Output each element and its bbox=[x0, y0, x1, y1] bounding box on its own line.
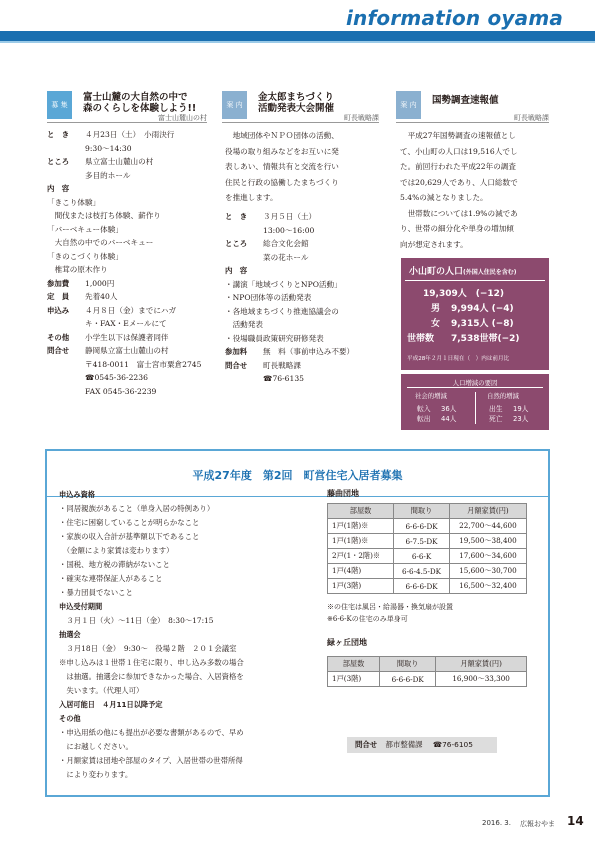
social-out: 44人 bbox=[441, 415, 457, 423]
info-row-key: と き bbox=[47, 130, 70, 139]
info-row-key: 問合せ bbox=[225, 360, 248, 370]
info-row bbox=[47, 196, 212, 210]
table-cell: 1戸(3階) bbox=[328, 579, 394, 594]
info-row-value: 間伐または枝打ち体験、薪作り bbox=[47, 211, 161, 220]
causes-title: 人口増減の要因 bbox=[452, 379, 498, 387]
text-line: 5.4%の減となりました。 bbox=[400, 193, 488, 202]
table-header-cell: 月額家賃(円) bbox=[436, 657, 527, 672]
text-line: ・住宅に困窮していることが明らかなこと bbox=[59, 518, 200, 527]
info-row-value: ☎76-6135 bbox=[263, 374, 305, 383]
text-line: 地域団体やＮＰＯ団体の活動、 bbox=[225, 131, 339, 140]
table-cell: 6-6-6-DK bbox=[394, 519, 450, 534]
info-row-value: 9:30～14:30 bbox=[85, 143, 132, 153]
population-causes-box bbox=[401, 374, 549, 430]
info-row-key: 内 容 bbox=[225, 266, 248, 275]
text-line: て、小山町の人口は19,516人でし bbox=[400, 146, 518, 156]
contact-dept: 都市整備課 bbox=[385, 740, 423, 749]
contact-tel: ☎76-6105 bbox=[432, 740, 473, 749]
section-heading: その他 bbox=[59, 714, 81, 723]
info-row bbox=[47, 250, 212, 264]
table-header-row bbox=[328, 504, 527, 519]
column-recruit-body bbox=[47, 128, 212, 398]
table-header-cell: 部屋数 bbox=[328, 504, 394, 519]
stats-title-note: (外国人住民を含む) bbox=[463, 269, 517, 276]
info-row bbox=[47, 331, 212, 345]
info-row bbox=[225, 237, 385, 251]
text-line: 表しあい、情報共有と交流を行い bbox=[225, 162, 339, 171]
info-row-value: 活動発表 bbox=[225, 320, 263, 329]
social-in: 36人 bbox=[441, 405, 457, 413]
table-header-cell: 間取り bbox=[380, 657, 436, 672]
table-cell: 1戸(1階)※ bbox=[328, 534, 394, 549]
text-line: 平成27年国勢調査の速報値とし bbox=[400, 131, 516, 140]
text-line: を推進します。 bbox=[225, 193, 278, 202]
info-row-value: 無 料（事前申込み不要） bbox=[263, 347, 355, 356]
column-census-body bbox=[400, 128, 550, 252]
info-row-value: ・講演「地域づくりとNPO活動」 bbox=[225, 279, 342, 289]
info-row-value: 総合文化会館 bbox=[263, 239, 309, 248]
info-row bbox=[47, 142, 212, 156]
text-line: ・家族の収入合計が基準額以下であること bbox=[59, 532, 200, 541]
stats-title: 小山町の人口 bbox=[409, 267, 464, 277]
population-stats-box bbox=[401, 258, 549, 370]
footer-publication: 広報おやま bbox=[520, 820, 555, 828]
info-row bbox=[47, 128, 212, 142]
table-header-cell: 月額家賃(円) bbox=[449, 504, 526, 519]
info-row-key: 申込み bbox=[47, 305, 70, 315]
page-number: 14 bbox=[567, 814, 584, 828]
table-cell: 2戸(1・2階)※ bbox=[328, 549, 394, 564]
divider bbox=[222, 122, 379, 123]
info-row bbox=[225, 345, 385, 359]
info-row-key: その他 bbox=[47, 332, 70, 342]
info-row bbox=[47, 304, 212, 318]
info-row-value: ・NPO団体等の活動発表 bbox=[225, 293, 312, 302]
info-row-value: 1,000円 bbox=[85, 278, 115, 288]
table-header-cell: 間取り bbox=[394, 504, 450, 519]
table-cell: 22,700～44,600 bbox=[449, 519, 526, 534]
table-midorigaoka bbox=[327, 656, 527, 687]
info-row bbox=[47, 209, 212, 223]
info-row-key: 内 容 bbox=[47, 184, 70, 193]
info-row bbox=[47, 155, 212, 169]
info-row-value: 〒418-0011 富士宮市粟倉2745 bbox=[85, 359, 202, 369]
footer-issue: 2016. 3. bbox=[482, 819, 511, 827]
category-tag: 案 内 bbox=[396, 91, 421, 119]
table-cell: 1戸(3階) bbox=[328, 672, 380, 687]
text-line: た。前回行われた平成22年の調査 bbox=[400, 162, 516, 171]
header-bar bbox=[0, 31, 595, 41]
info-row bbox=[225, 305, 385, 319]
divider bbox=[396, 122, 549, 123]
info-row-key: と き bbox=[225, 212, 248, 221]
table-row bbox=[328, 534, 527, 549]
page-header-title: information oyama bbox=[346, 6, 564, 30]
info-row bbox=[225, 372, 385, 386]
table-cell: 19,500～38,400 bbox=[449, 534, 526, 549]
divider bbox=[405, 280, 545, 281]
text-line: 役場の取り組みなどをお互いに発 bbox=[225, 146, 339, 156]
natural-title: 自然的増減 bbox=[487, 392, 519, 400]
table-row bbox=[328, 549, 527, 564]
article-title-line1: 金太郎まちづくり bbox=[258, 92, 334, 103]
table-cell: 6-6-6-DK bbox=[380, 672, 436, 687]
info-row bbox=[47, 358, 212, 372]
info-row-value: ４月23日（土） 小雨決行 bbox=[85, 130, 175, 139]
info-row-value: ・役場職員政策研究研修発表 bbox=[225, 333, 324, 343]
text-line: ・確実な連帯保証人があること bbox=[59, 574, 163, 583]
table1-note: ※6-6-Kの住宅のみ単身可 bbox=[327, 615, 408, 623]
article-source: 町長戦略課 bbox=[514, 114, 549, 122]
article-title-line1: 富士山麓の大自然の中で bbox=[83, 92, 188, 103]
info-row-value: 町長戦略課 bbox=[263, 360, 301, 370]
housing-contact bbox=[347, 737, 497, 753]
table1-note: ※の住宅は風呂・給湯器・換気扇が設置 bbox=[327, 603, 453, 611]
info-row-value: FAX 0545-36-2239 bbox=[85, 386, 157, 396]
info-row-key: 問合せ bbox=[47, 346, 70, 355]
info-row bbox=[225, 291, 385, 305]
info-row bbox=[225, 251, 385, 265]
text-line: では20,629人であり、人口総数で bbox=[400, 177, 518, 187]
info-row-value: 「きのこづくり体験」 bbox=[47, 251, 123, 261]
table-cell: 6-7.5-DK bbox=[394, 534, 450, 549]
social-title: 社会的増減 bbox=[415, 392, 447, 400]
text-line: 住民と行政の協働したまちづくり bbox=[225, 177, 339, 187]
stats-female-label: 女 bbox=[431, 319, 441, 329]
housing-details bbox=[59, 488, 324, 782]
table2-title: 緑ヶ丘団地 bbox=[327, 638, 367, 647]
table-header-cell: 部屋数 bbox=[328, 657, 380, 672]
info-row bbox=[47, 277, 212, 291]
article-title: 国勢調査速報値 bbox=[432, 95, 499, 106]
text-line: により変わります。 bbox=[59, 770, 133, 779]
info-row bbox=[225, 278, 385, 292]
text-line: 世帯数については1.9%の減であ bbox=[400, 208, 518, 218]
table-cell: 6-6-K bbox=[394, 549, 450, 564]
housing-title: 平成27年度 第2回 町営住宅入居者募集 bbox=[192, 469, 403, 482]
info-row-value: 大自然の中でのバーベキュー bbox=[47, 238, 154, 247]
info-row bbox=[225, 224, 385, 238]
divider bbox=[407, 387, 543, 388]
section-heading: 申込み資格 bbox=[59, 490, 95, 499]
table-cell: 6-6-4.5-DK bbox=[394, 564, 450, 579]
social-in-label: 転入 bbox=[417, 405, 431, 413]
info-row bbox=[47, 371, 212, 385]
info-row bbox=[225, 210, 385, 224]
table1-title: 藤曲団地 bbox=[327, 489, 359, 498]
section-heading: 抽選会 bbox=[59, 630, 81, 639]
info-row-key: ところ bbox=[47, 157, 70, 166]
stats-female: 9,315人 (−8) bbox=[451, 319, 514, 329]
info-row bbox=[47, 290, 212, 304]
section-heading: 入居可能日 ４月11日以降予定 bbox=[59, 700, 163, 709]
info-row bbox=[225, 359, 385, 373]
info-row bbox=[47, 385, 212, 399]
info-row-value: 先着40人 bbox=[85, 292, 118, 301]
table-header-row bbox=[328, 657, 527, 672]
text-line: 失います。（代理人可） bbox=[59, 686, 144, 695]
info-row-value: 椎茸の原木作り bbox=[47, 265, 108, 274]
table-cell: 17,600～34,600 bbox=[449, 549, 526, 564]
text-line: ・同居親族があること（単身入居の特例あり） bbox=[59, 504, 215, 513]
stats-total: 19,309人 (−12) bbox=[423, 289, 505, 299]
table-row bbox=[328, 672, 527, 687]
info-row-value: ４月８日（金）までにハガ bbox=[85, 305, 177, 315]
info-row-value: 静岡県立富士山麓山の村 bbox=[85, 346, 169, 355]
text-line: ・暴力団員でないこと bbox=[59, 588, 133, 597]
text-line: 向が想定されます。 bbox=[400, 239, 468, 249]
stats-note: 平成28年２月１日現在（ ）内は前月比 bbox=[407, 356, 510, 362]
table-row bbox=[328, 519, 527, 534]
info-row-value: ・各地域まちづくり推進協議会の bbox=[225, 306, 339, 316]
stats-households-label: 世帯数 bbox=[407, 334, 435, 344]
table-cell: 15,600～30,700 bbox=[449, 564, 526, 579]
social-out-label: 転出 bbox=[417, 415, 431, 423]
stats-male-label: 男 bbox=[431, 304, 441, 314]
text-line: ・申込用紙の他にも提出が必要な書類があるので、早め bbox=[59, 728, 244, 737]
info-row bbox=[47, 223, 212, 237]
column-event-body bbox=[225, 210, 385, 386]
text-line: ３月18日（金） 9:30～ 役場２階 ２０１会議室 bbox=[59, 644, 237, 653]
info-row-value: 多目的ホール bbox=[85, 170, 131, 180]
deaths: 23人 bbox=[513, 415, 529, 423]
info-row-value: 13:00～16:00 bbox=[263, 225, 315, 235]
info-row-value: ３月５日（土） bbox=[263, 212, 317, 221]
text-line: （金額により家賃は変わります） bbox=[59, 546, 174, 555]
text-line: り、世帯の細分化や単身の増加傾 bbox=[400, 224, 514, 233]
table-row bbox=[328, 579, 527, 594]
table-row bbox=[328, 564, 527, 579]
category-tag: 案 内 bbox=[222, 91, 247, 119]
table-fujimagari bbox=[327, 503, 527, 594]
category-tag: 募 集 bbox=[47, 91, 72, 119]
article-source: 富士山麓山の村 bbox=[158, 114, 207, 122]
info-row bbox=[225, 264, 385, 278]
info-row bbox=[47, 182, 212, 196]
article-title-line2: 森のくらしを体験しよう!! bbox=[83, 103, 197, 114]
births-label: 出生 bbox=[489, 405, 503, 413]
info-row-key: ところ bbox=[225, 239, 248, 248]
table-cell: 6-6-6-DK bbox=[394, 579, 450, 594]
stats-households: 7,538世帯(−2) bbox=[451, 334, 520, 344]
article-title-line2: 活動発表大会開催 bbox=[258, 103, 335, 114]
housing-recruitment-box bbox=[45, 449, 550, 797]
info-row bbox=[47, 169, 212, 183]
info-row bbox=[47, 317, 212, 331]
text-line: ※申し込みは１世帯１住宅に限り、申し込み多数の場合 bbox=[59, 658, 244, 667]
info-row-key: 参加料 bbox=[225, 347, 248, 356]
info-row-value: 「バーベキュー体験」 bbox=[47, 224, 123, 234]
table-cell: 16,500～32,400 bbox=[449, 579, 526, 594]
info-row bbox=[47, 236, 212, 250]
divider bbox=[47, 122, 207, 123]
table-cell: 16,900～33,300 bbox=[436, 672, 527, 687]
header-bar-thin bbox=[0, 41, 595, 43]
text-line: にお越しください。 bbox=[59, 742, 133, 751]
deaths-label: 死亡 bbox=[489, 415, 503, 423]
info-row bbox=[225, 318, 385, 332]
table-cell: 1戸(1階)※ bbox=[328, 519, 394, 534]
contact-label: 問合せ bbox=[355, 740, 378, 749]
stats-male: 9,994人 (−4) bbox=[451, 304, 514, 314]
info-row-key: 定 員 bbox=[47, 292, 70, 301]
info-row-value: 県立富士山麓山の村 bbox=[85, 157, 154, 166]
column-event-intro bbox=[225, 128, 385, 206]
article-source: 町長戦略課 bbox=[344, 114, 379, 122]
info-row-value: キ・FAX・Eメールにて bbox=[85, 319, 167, 328]
text-line: ・月額家賃は団地や部屋のタイプ、入居世帯の世帯所得 bbox=[59, 756, 243, 765]
info-row-value: 小学生以下は保護者同伴 bbox=[85, 332, 169, 342]
births: 19人 bbox=[513, 405, 529, 413]
text-line: ・国税、地方税の滞納がないこと bbox=[59, 560, 170, 569]
info-row-value: ☎0545-36-2236 bbox=[85, 373, 148, 382]
section-heading: 申込受付期間 bbox=[59, 602, 103, 611]
table-cell: 1戸(4階) bbox=[328, 564, 394, 579]
info-row-value: 菜の花ホール bbox=[263, 252, 309, 262]
text-line: ３月１日（火）～11日（金） 8:30～17:15 bbox=[59, 616, 214, 625]
divider-vertical bbox=[475, 392, 476, 424]
info-row-value: 「きこり体験」 bbox=[47, 197, 101, 207]
info-row bbox=[225, 332, 385, 346]
info-row bbox=[47, 344, 212, 358]
info-row bbox=[47, 263, 212, 277]
text-line: は抽選。抽選会に参加できなかった場合、入居資格を bbox=[59, 672, 244, 681]
info-row-key: 参加費 bbox=[47, 278, 70, 288]
